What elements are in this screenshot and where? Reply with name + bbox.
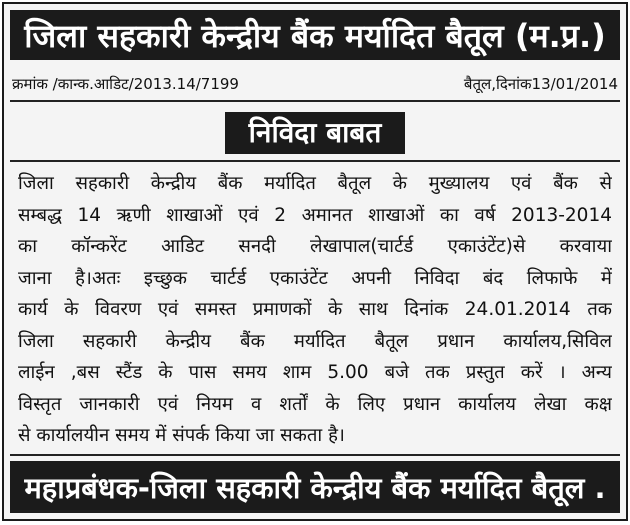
- body-line: का कॉन्करेंट आडिट सनदी लेखापाल(चार्टर्ड एकाउंटेंट)से करवाया: [18, 236, 612, 257]
- subject-heading: निविदा बाबत: [225, 112, 406, 154]
- body-line: जिला सहकारी केन्द्रीय बैंक मर्यादित बैतूल के मुख्यालय एवं बैंक से: [18, 173, 612, 194]
- body-line: जिला सहकारी केन्द्रीय बैंक मर्यादित बैतूल प्रधान कार्यालय,सिविल: [18, 330, 612, 352]
- body-line: कार्य के विवरण एवं समस्त प्रमाणकों के साथ दिनांक 24.01.2014 तक: [18, 299, 612, 320]
- subject-wrap: [4, 112, 626, 154]
- signatory-footer: महाप्रबंधक-जिला सहकारी केन्द्रीय बैंक मर्यादित बैतूल .: [10, 461, 620, 513]
- divider: [10, 100, 620, 102]
- notice-header-title: जिला सहकारी केन्द्रीय बैंक मर्यादित बैतूल (म.प्र.): [10, 10, 620, 60]
- notice-body: [10, 160, 620, 456]
- meta-row: [12, 70, 618, 98]
- body-line: लाईन ,बस स्टैंड के पास समय शाम 5.00 बजे तक प्रस्तुत करें । अन्य: [18, 362, 612, 383]
- body-line: विस्तृत जानकारी एवं नियम व शर्तों के लिए प्रधान कार्यालय लेखा कक्ष: [18, 393, 612, 415]
- tender-notice: [2, 2, 628, 521]
- reference-number: क्रमांक /कान्क.आडिट/2013.14/7199: [12, 75, 239, 93]
- body-line: जाना है।अतः इच्छुक चार्टर्ड एकाउंटेंट अपनी निविदा बंद लिफाफे में: [18, 267, 612, 289]
- place-date: बैतूल,दिनांक13/01/2014: [463, 75, 618, 93]
- body-line: से कार्यालयीन समय में संपर्क किया जा सकता है।: [18, 425, 345, 446]
- body-line: सम्बद्ध 14 ऋणी शाखाओं एवं 2 अमानत शाखाओं का वर्ष 2013-2014: [18, 204, 612, 226]
